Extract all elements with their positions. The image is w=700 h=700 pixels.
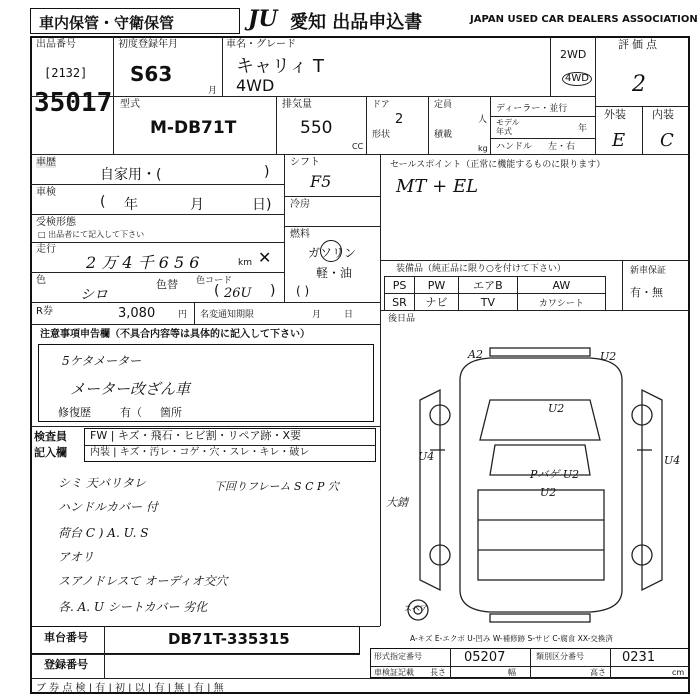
inspector-item: 各. A. U シートカバー 劣化 [58,600,208,614]
shift-label: シフト [290,157,320,168]
class-value: 0231 [622,650,656,665]
car-name-label: 車名・グレード [226,39,296,50]
fuel-gasoline: ガソリン [308,246,357,260]
history-close: ) [264,164,270,180]
notes-line2: メーター改ざん車 [70,380,191,398]
color-value: シロ [80,287,108,303]
mileage-mark: ✕ [258,248,272,267]
transfer-month: 月 [312,310,322,320]
org-logo [248,6,278,32]
equip-airbag: エアB [459,277,518,294]
fuel-diesel: 軽・油 [316,266,353,280]
inspector-side-note2: 大錆 [386,496,408,509]
car-windshield [480,400,600,440]
repair-suffix: 箇所 [160,406,182,419]
size-label: 車検証記載 [374,668,414,677]
class-label: 類別区分番号 [536,652,584,661]
diagram-mark: U2 [540,486,557,499]
handle-label: ハンドル [496,142,533,152]
bottom-row: ブ 券 点 検 | 有 | 初 | 以 | 有 | 無 | 有 | 無 [36,683,224,694]
score-label: 評価点 [618,38,660,51]
score-ext-label: 外装 [604,108,626,121]
inspection-label: 車検 [36,187,56,198]
received-label: 受検形態 [36,217,76,228]
inspector-side-note1: 下回りフレーム S C P 穴 [214,480,339,493]
shape-label: 形状 [372,130,391,140]
color-code-close: ) [270,283,276,299]
received-note: □ 出品者にて記入して下さい [38,230,145,239]
inspector-items [58,474,378,622]
inspection-year: 年 [124,197,138,213]
color-change-label: 色替 [156,278,178,291]
capacity-label: 定員 [434,100,453,110]
recycle-unit: 円 [178,310,188,320]
model-value: M-DB71T [150,118,237,138]
size-length: 長さ [430,668,446,677]
diagram-mark: U4 [664,454,681,467]
car-diagram [400,340,685,625]
registration-label: 登録番号 [44,658,88,671]
capacity-unit: 人 [478,115,488,125]
shift-value: F5 [310,172,332,191]
inspection-day: 日) [252,197,272,213]
color-code-open: ( [214,283,220,299]
equipment-label: 装備品（純正品に限り○を付けて下さい） [396,264,566,274]
new-car-warranty-value: 有・無 [630,286,663,299]
logo-text: JU [248,6,278,32]
car-name: キャリィ T [236,56,324,77]
repair-label: 修復歴 [58,406,91,419]
chassis-value: DB71T-335315 [168,630,290,648]
car-left-side [420,390,440,590]
post-fit-label: 後日品 [388,314,416,324]
doors-label: ドア [372,100,390,110]
ac-label: 冷房 [290,199,310,210]
diagram-mark: U4 [418,450,435,463]
type-spec-value: 05207 [464,650,506,665]
color-label: 色 [36,275,46,286]
diagram-mark: Pバゲ U2 [530,468,580,481]
equip-leather: カワシート [517,294,605,311]
selling-points-label: セールスポイント（正常に機能するものに限ります） [390,160,606,170]
diagram-mark: A2 [468,348,483,361]
score-int-label: 内装 [652,108,674,121]
car-body-outline [460,358,622,612]
size-height: 高さ [590,668,606,677]
drive-2wd: 2WD [560,48,587,61]
dealer-parallel: ディーラー・並行 [496,104,568,114]
fuel-parens: ( ) [296,284,310,298]
selling-points-value: MT + EL [396,176,479,197]
history-label: 車歴 [36,157,56,168]
mileage-label: 走行 [36,244,56,255]
storage-box [30,8,240,34]
score-ext-value: E [612,130,626,151]
lot-label: 出品番号 [36,39,76,50]
history-value: 自家用・( [100,167,162,183]
recycle-value: 3,080 [118,306,156,321]
car-grade: 4WD [236,76,275,95]
type-spec-label: 形式指定番号 [374,652,422,661]
fuel-selected-mark [320,240,342,262]
recycle-label: R券 [36,306,53,317]
score-value: 2 [632,72,646,97]
inspector-item: アオリ [58,550,94,564]
equipment-table [384,276,606,311]
inspector-row1: FW | キズ・飛石・ヒビ割・リペア跡・X要 [90,429,301,442]
inspection-open: ( [100,194,106,210]
inspector-row2: 内装 | キズ・汚レ・コゲ・穴・スレ・キレ・破レ [90,447,310,458]
storage-label: 車内保管・守衛保管 [39,14,175,32]
inspector-item: 荷台 C ) A. U. S [58,526,149,540]
equip-navi: ナビ [415,294,459,311]
repair-value: 有（ [120,406,142,419]
score-int-value: C [660,130,674,151]
inspection-month: 月 [190,197,204,213]
lot-sub-number: [2132] [44,66,88,80]
displacement-unit: CC [352,142,364,151]
spare-label: スペア [404,604,428,613]
equip-aw: AW [517,277,605,294]
equip-sr: SR [385,294,415,311]
displacement-value: 550 [300,118,333,138]
transfer-day: 日 [344,310,354,320]
mileage-unit: km [238,258,252,268]
equip-pw: PW [415,277,459,294]
lot-number: 35017 [34,88,113,118]
first-reg-label: 初度登録年月 [118,39,178,50]
diagram-mark: U2 [548,402,565,415]
size-cm: cm [672,668,685,677]
inspector-item: スアノドレスて オーディオ交穴 [58,574,228,588]
transfer-label: 名変通知期限 [200,310,255,320]
new-car-warranty-label: 新車保証 [630,266,667,276]
handle-value: 左・右 [548,142,576,152]
first-reg-month: 月 [208,86,218,96]
model-label: 型式 [120,99,140,110]
color-code-value: 26U [224,286,252,301]
org-title-en: JAPAN USED CAR DEALERS ASSOCIATION [470,14,698,25]
inspector-label1: 検査員 [34,430,67,443]
year-unit: 年 [578,124,588,134]
inspector-label2: 記入欄 [34,446,67,459]
diagram-legend: A-キズ E-エクボ U-凹み W-補修跡 S-サビ C-腐食 XX-交換済 [410,634,613,643]
org-title: 愛知 出品申込書 [290,12,423,33]
doors-value: 2 [395,112,404,127]
notes-line1: 5ケタメーター [62,354,142,368]
fuel-label: 燃料 [290,229,310,240]
equip-ps: PS [385,277,415,294]
size-width: 幅 [508,668,516,677]
displacement-label: 排気量 [282,99,312,110]
equip-tv: TV [459,294,518,311]
drive-4wd: 4WD [562,72,592,86]
inspector-item: ハンドルカバー 付 [58,500,158,514]
notes-label: 注意事項申告欄（不具合内容等は具体的に記入して下さい） [40,329,310,340]
car-right-side [642,390,662,590]
color-code-label: 色コード [196,276,233,286]
car-bed [478,486,604,580]
diagram-mark: U2 [600,350,617,363]
model-year-label: モデル 年式 [496,118,520,136]
chassis-label: 車台番号 [44,631,88,644]
first-reg-value: S63 [130,62,173,86]
load-unit: kg [478,144,488,153]
inspector-item: シミ 天バリタレ [58,476,146,490]
mileage-value: 2 万 4 千 6 5 6 [86,253,200,272]
load-label: 積載 [434,130,453,140]
